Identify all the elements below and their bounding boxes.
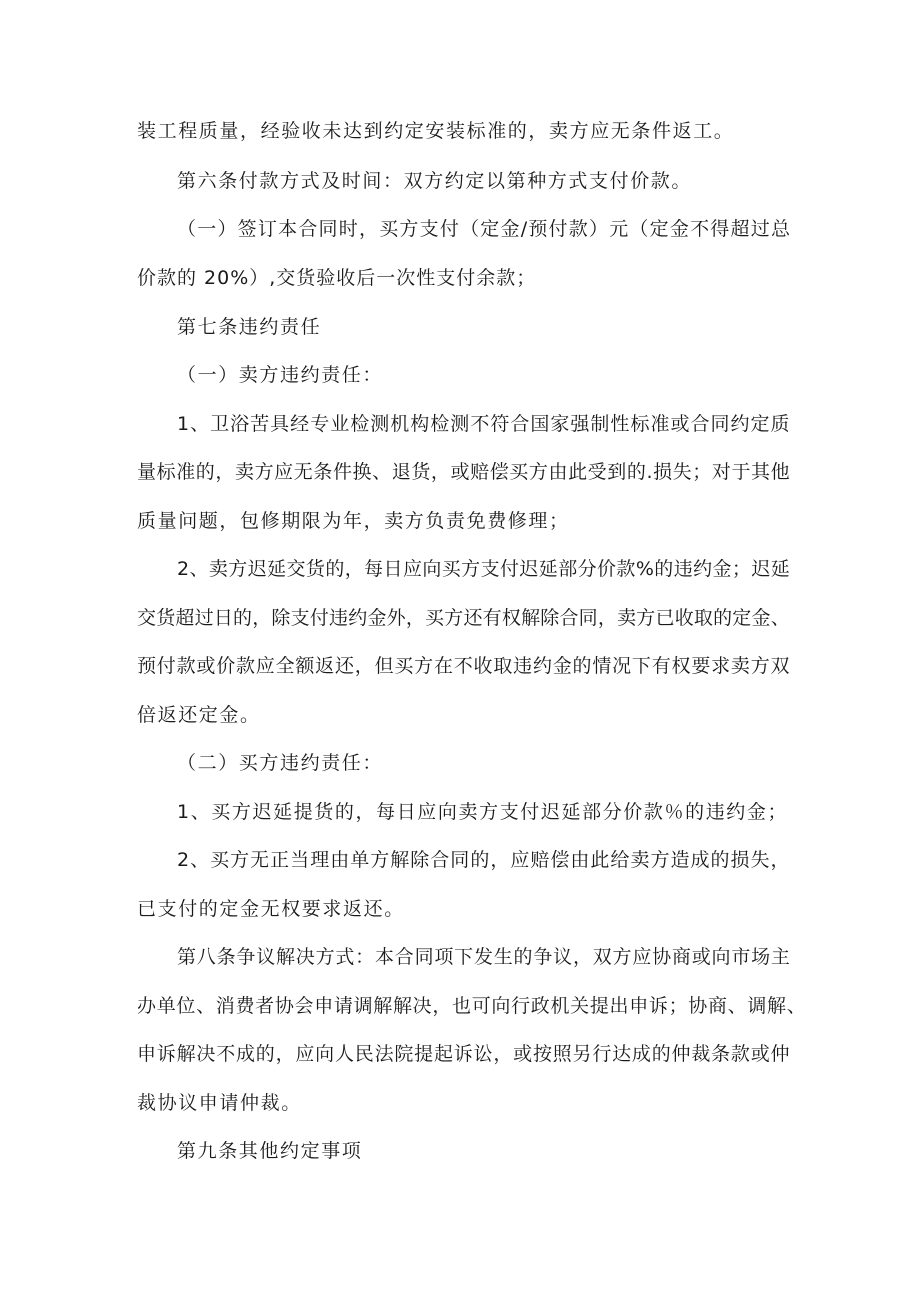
article-6-heading: 第六条付款方式及时间：双方约定以第种方式支付价款。 bbox=[177, 170, 693, 192]
seller-breach-heading: （一）卖方违约责任： bbox=[177, 364, 384, 386]
article-7-heading: 第七条违约责任 bbox=[177, 316, 322, 338]
text-line-8: 量 标 准 的 ， 卖 方 应 无 条 件 换 、 退 货 ， 或 赔 偿 买 方 由 此 受 到 的 . 损 失 ； 对 于 其 他 bbox=[137, 461, 790, 483]
text-line-3: （ 一 ） 签 订 本 合 同 时 ， 买 方 支 付 （ 定 金 / 预 付 款 ） 元 （ 定 金 不 得 超 过 总 bbox=[177, 218, 790, 240]
text-line-9: 质量问题，包修期限为年，卖方负责免费修理； bbox=[137, 510, 570, 532]
text-line-1: 装工程质量，经验收未达到约定安装标准的，卖方应无条件返工。 bbox=[137, 120, 735, 142]
text-line-12: 预 付 款 或 价 款 应 全 额 返 还 ， 但 买 方 在 不 收 取 违 约 金 的 情 况 下 有 权 要 求 卖 方 双 bbox=[137, 655, 790, 677]
article-8-line-1: 第 八 条 争 议 解 决 方 式 ： 本 合 同 项 下 发 生 的 争 议 ， 双 方 应 协 商 或 向 市 场 主 bbox=[177, 946, 790, 968]
text-line-13: 倍返还定金。 bbox=[137, 704, 261, 726]
text-line-4: 价款的 20%）,交货验收后一次性支付余款； bbox=[137, 267, 537, 289]
article-9-heading: 第九条其他约定事项 bbox=[177, 1140, 363, 1162]
buyer-breach-heading: （二）买方违约责任： bbox=[177, 752, 384, 774]
text-line-15: 1、买方迟延提货的，每日应向卖方支付迟延部分价款％的违约金； bbox=[177, 801, 789, 823]
article-8-line-2: 办 单 位 、 消 费 者 协 会 申 请 调 解 解 决 ， 也 可 向 行 政 机 关 提 出 申 诉 ； 协 商 、 调 解 、 bbox=[137, 995, 806, 1017]
article-8-line-3: 申 诉 解 决 不 成 的 ， 应 向 人 民 法 院 提 起 诉 讼 ， 或 按 照 另 行 达 成 的 仲 裁 条 款 或 仲 bbox=[137, 1043, 790, 1065]
text-line-10: 2 、 卖 方 迟 延 交 货 的 ， 每 日 应 向 买 方 支 付 迟 延 部 分 价 款 % 的 违 约 金 ； 迟 延 bbox=[177, 558, 790, 580]
text-line-7: 1 、 卫 浴 苦 具 经 专 业 检 测 机 构 检 测 不 符 合 国 家 强 制 性 标 准 或 合 同 约 定 质 bbox=[177, 413, 790, 435]
text-line-11: 交 货 超 过 日 的 ， 除 支 付 违 约 金 外 ， 买 方 还 有 权 解 除 合 同 ， 卖 方 已 收 取 的 定 金 、 bbox=[137, 607, 790, 629]
article-8-line-4: 裁协议申请仲裁。 bbox=[137, 1092, 302, 1114]
text-line-17: 已支付的定金无权要求返还。 bbox=[137, 898, 405, 920]
text-line-16: 2 、 买 方 无 正 当 理 由 单 方 解 除 合 同 的 ， 应 赔 偿 由 此 给 卖 方 造 成 的 损 失 ， bbox=[177, 849, 790, 871]
